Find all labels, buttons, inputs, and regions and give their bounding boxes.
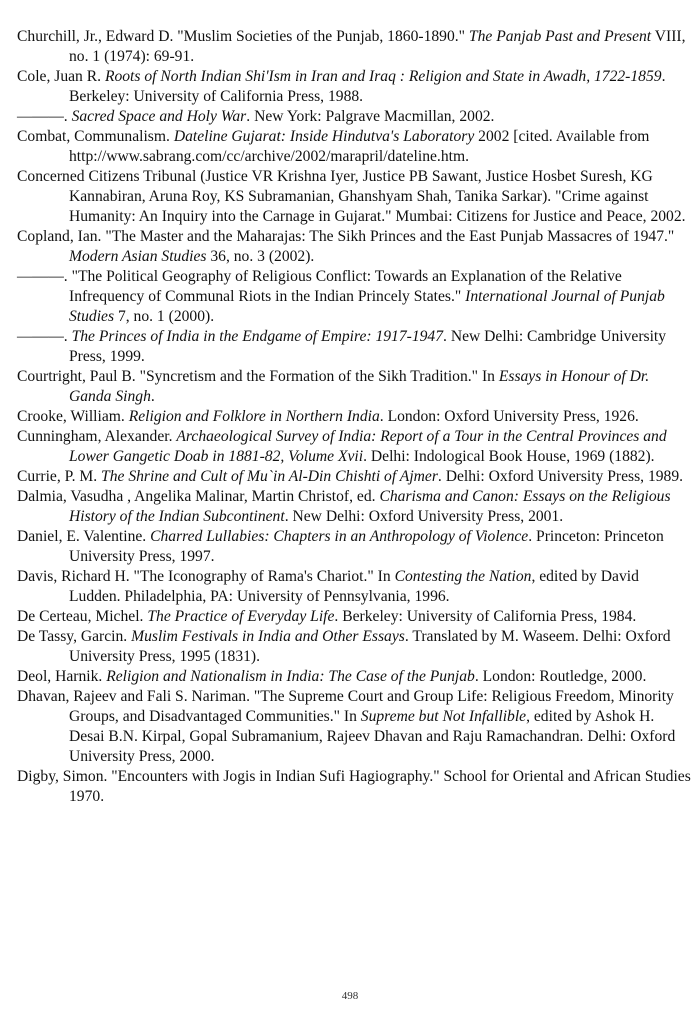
bibliography-entry: De Certeau, Michel. The Practice of Everyday Life. Berkeley: University of California Press, 1984. bbox=[17, 608, 637, 625]
bibliography-entry: Currie, P. M. The Shrine and Cult of Mu`in Al-Din Chishti of Ajmer. Delhi: Oxford University Press, 1989. bbox=[17, 468, 684, 485]
bibliography-entry: Churchill, Jr., Edward D. "Muslim Societies of the Punjab, 1860-1890." The Panjab Past and Present VIII, no. 1 (1974): 69-91. bbox=[17, 28, 686, 65]
bibliography-entry: Crooke, William. Religion and Folklore in Northern India. London: Oxford University Press, 1926. bbox=[17, 408, 639, 425]
bibliography-entry: Copland, Ian. "The Master and the Maharajas: The Sikh Princes and the East Punjab Massacres of 1947." Modern Asian Studies 36, no. 3 (2002). bbox=[17, 228, 675, 265]
bibliography-entry: Deol, Harnik. Religion and Nationalism in India: The Case of the Punjab. London: Routledge, 2000. bbox=[17, 668, 647, 685]
bibliography-entry: Dalmia, Vasudha , Angelika Malinar, Martin Christof, ed. Charisma and Canon: Essays on the Religious History of the Indian Subcontinent. New Delhi: Oxford University Press, 2001. bbox=[17, 488, 671, 525]
bibliography-entry: ———. Sacred Space and Holy War. New York: Palgrave Macmillan, 2002. bbox=[17, 108, 495, 125]
bibliography-entry: Daniel, E. Valentine. Charred Lullabies: Chapters in an Anthropology of Violence. Princeton: Princeton University Press, 1997. bbox=[17, 528, 664, 565]
bibliography-entry: ———. The Princes of India in the Endgame of Empire: 1917-1947. New Delhi: Cambridge University Press, 1999. bbox=[17, 328, 667, 365]
bibliography-entry: Cunningham, Alexander. Archaeological Survey of India: Report of a Tour in the Central Provinces and Lower Gangetic Doab in 1881-82, Volume Xvii. Delhi: Indological Book House, 1969 (1882). bbox=[17, 428, 667, 465]
bibliography-entry: Concerned Citizens Tribunal (Justice VR Krishna Iyer, Justice PB Sawant, Justice Hosbet Suresh, KG Kannabiran, Aruna Roy, KS Subramanian, Ghanshyam Shah, Tanika Sarkar). "Crime against Humanity: An Inquiry into the Carnage in Gujarat." Mumbai: Citizens for Justice and Peace, 2002. bbox=[17, 168, 686, 225]
bibliography-entry: Combat, Communalism. Dateline Gujarat: Inside Hindutva's Laboratory 2002 [cited. Available from http://www.sabrang.com/cc/archive/2002/marapril/dateline.htm. bbox=[17, 128, 650, 165]
bibliography-entry: Cole, Juan R. Roots of North Indian Shi'Ism in Iran and Iraq : Religion and State in Awadh, 1722-1859. Berkeley: University of California Press, 1988. bbox=[17, 68, 666, 105]
bibliography-entry: Courtright, Paul B. "Syncretism and the Formation of the Sikh Tradition." In Essays in Honour of Dr. Ganda Singh. bbox=[17, 368, 650, 405]
bibliography-entry: Dhavan, Rajeev and Fali S. Nariman. "The Supreme Court and Group Life: Religious Freedom, Minority Groups, and Disadvantaged Communities." In Supreme but Not Infallible, edited by Ashok H. Desai B.N. Kirpal, Gopal Subramanium, Rajeev Dhavan and Raju Ramachandran. Delhi: Oxford University Press, 2000. bbox=[17, 688, 676, 765]
bibliography-list bbox=[17, 27, 692, 807]
page-number: 498 bbox=[341, 990, 359, 1002]
bibliography-entry: ———. "The Political Geography of Religious Conflict: Towards an Explanation of the Relative Infrequency of Communal Riots in the Indian Princely States." International Journal of Punjab Studies 7, no. 1 (2000). bbox=[17, 268, 665, 325]
bibliography-entry: De Tassy, Garcin. Muslim Festivals in India and Other Essays. Translated by M. Waseem. Delhi: Oxford University Press, 1995 (1831). bbox=[17, 628, 671, 665]
bibliography-entry: Digby, Simon. "Encounters with Jogis in Indian Sufi Hagiography." School for Oriental and African Studies 1970. bbox=[17, 768, 691, 805]
bibliography-entry: Davis, Richard H. "The Iconography of Rama's Chariot." In Contesting the Nation, edited by David Ludden. Philadelphia, PA: University of Pennsylvania, 1996. bbox=[17, 568, 639, 605]
